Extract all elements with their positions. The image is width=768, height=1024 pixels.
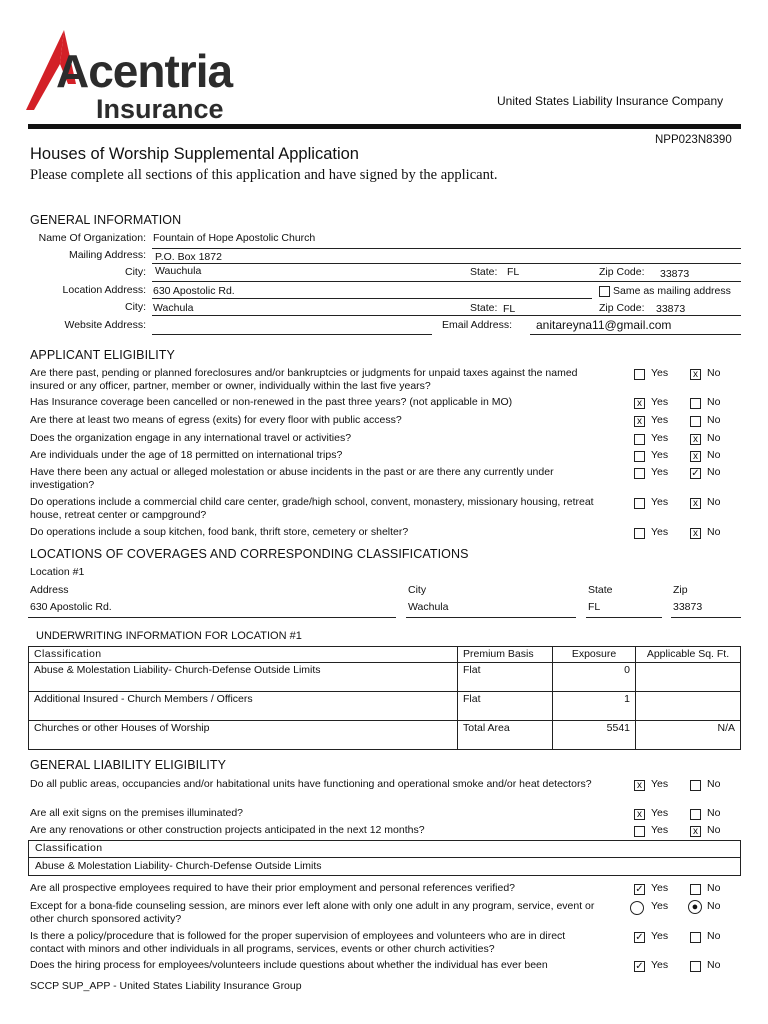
yes-checkbox[interactable]: x bbox=[634, 809, 645, 820]
same-as-mailing-label: Same as mailing address bbox=[613, 285, 731, 297]
city2-field[interactable]: Wachula bbox=[153, 302, 194, 314]
no-checkbox[interactable]: x bbox=[690, 498, 701, 509]
city-header: City bbox=[408, 584, 427, 596]
loc-underline bbox=[152, 298, 592, 299]
no-checkbox[interactable]: ✓ bbox=[691, 468, 700, 479]
mail-field[interactable]: P.O. Box 1872 bbox=[155, 251, 222, 263]
web-underline bbox=[152, 334, 432, 335]
same-as-mailing-checkbox[interactable] bbox=[599, 286, 610, 297]
no-label: No bbox=[707, 930, 721, 942]
footer-text: SCCP SUP_APP - United States Liability Insurance Group bbox=[30, 980, 302, 992]
no-checkbox[interactable] bbox=[690, 398, 701, 409]
email-label: Email Address: bbox=[442, 319, 513, 331]
city2-underline bbox=[152, 315, 741, 316]
exposure-cell[interactable]: 5541 bbox=[553, 721, 636, 750]
yes-checkbox[interactable] bbox=[634, 369, 645, 380]
question-text: Except for a bona-fide counseling session, are minors ever left alone with only one adult in any program, service, event or other church sponsored activity? bbox=[30, 900, 595, 925]
org-field[interactable]: Fountain of Hope Apostolic Church bbox=[153, 232, 316, 244]
state2-field[interactable]: FL bbox=[503, 303, 516, 315]
premium-basis-cell: Flat bbox=[458, 663, 553, 692]
table-row bbox=[29, 692, 741, 721]
no-checkbox[interactable]: x bbox=[690, 826, 701, 837]
question-text: Are individuals under the age of 18 permitted on international trips? bbox=[30, 449, 343, 461]
underwriting-table bbox=[28, 646, 741, 750]
no-label: No bbox=[707, 367, 721, 379]
yes-checkbox[interactable]: x bbox=[634, 416, 645, 427]
table-header-row bbox=[29, 647, 741, 663]
no-checkbox[interactable]: x bbox=[690, 369, 701, 380]
zip-header: Zip bbox=[673, 584, 688, 596]
no-label: No bbox=[707, 882, 721, 894]
classification-cell: Churches or other Houses of Worship bbox=[29, 721, 458, 750]
no-label: No bbox=[707, 526, 721, 538]
email-field[interactable]: anitareyna11@gmail.com bbox=[536, 318, 672, 332]
question-text: Have there been any actual or alleged molestation or abuse incidents in the past or are there any currently under investigation? bbox=[30, 466, 554, 491]
logo-subtitle: Insurance bbox=[96, 94, 224, 124]
no-checkbox[interactable] bbox=[690, 780, 701, 791]
zip2-label: Zip Code: bbox=[599, 302, 645, 314]
question-text: Do all public areas, occupancies and/or habitational units have functioning and operational smoke and/or heat detectors? bbox=[30, 778, 592, 790]
no-checkbox[interactable]: x bbox=[690, 434, 701, 445]
yes-label: Yes bbox=[651, 930, 669, 942]
state-field[interactable]: FL bbox=[507, 266, 520, 278]
state-header: State bbox=[588, 584, 613, 596]
yes-label: Yes bbox=[651, 466, 669, 478]
no-label: No bbox=[707, 959, 721, 971]
yes-radio[interactable] bbox=[630, 901, 644, 915]
logo-wordmark: Acentria bbox=[56, 45, 233, 97]
yes-label: Yes bbox=[651, 882, 669, 894]
no-radio[interactable]: ● bbox=[688, 900, 702, 914]
state-col-underline bbox=[586, 617, 662, 618]
zip-field[interactable]: 33873 bbox=[660, 268, 690, 280]
yes-label: Yes bbox=[651, 367, 669, 379]
web-field[interactable] bbox=[153, 319, 433, 333]
yes-checkbox[interactable]: x bbox=[634, 780, 645, 791]
exposure-cell[interactable]: 0 bbox=[553, 663, 636, 692]
no-label: No bbox=[707, 900, 721, 912]
question-text: Are all exit signs on the premises illuminated? bbox=[30, 807, 244, 819]
city-underline bbox=[152, 263, 741, 264]
location-state[interactable]: FL bbox=[588, 601, 601, 613]
question-text: Do operations include a soup kitchen, food bank, thrift store, cemetery or shelter? bbox=[30, 526, 409, 538]
yes-label: Yes bbox=[651, 778, 669, 790]
zip2-field[interactable]: 33873 bbox=[656, 303, 686, 315]
loc-label: Location Address: bbox=[62, 284, 146, 296]
page-subtitle: Please complete all sections of this application and have signed by the applicant. bbox=[30, 167, 498, 183]
question-text: Are there at least two means of egress (exits) for every floor with public access? bbox=[30, 414, 402, 426]
gl-heading: GENERAL LIABILITY ELIGIBILITY bbox=[30, 758, 227, 772]
company-logo bbox=[20, 26, 242, 126]
column-header: Classification bbox=[29, 647, 458, 663]
address-header: Address bbox=[30, 584, 69, 596]
yes-label: Yes bbox=[651, 900, 669, 912]
no-label: No bbox=[707, 466, 721, 478]
table-row bbox=[29, 663, 741, 692]
zip-label: Zip Code: bbox=[599, 266, 645, 278]
question-text: Is there a policy/procedure that is followed for the proper supervision of employees and volunteers who are in direct contact with minors and other individuals in all programs, services, events or other church activities? bbox=[30, 930, 566, 955]
yes-label: Yes bbox=[651, 824, 669, 836]
city-label: City: bbox=[125, 266, 146, 278]
yes-checkbox[interactable] bbox=[634, 468, 645, 479]
yes-label: Yes bbox=[651, 526, 669, 538]
yes-label: Yes bbox=[651, 807, 669, 819]
yes-label: Yes bbox=[651, 396, 669, 408]
question-text: Does the hiring process for employees/volunteers include questions about whether the individual has ever been bbox=[30, 959, 548, 971]
classification-cell: Abuse & Molestation Liability- Church-Defense Outside Limits bbox=[29, 663, 458, 692]
classification-box bbox=[28, 840, 741, 876]
no-label: No bbox=[707, 396, 721, 408]
no-label: No bbox=[707, 496, 721, 508]
company-name: United States Liability Insurance Company bbox=[497, 94, 724, 108]
no-checkbox[interactable] bbox=[690, 884, 701, 895]
question-text: Has Insurance coverage been cancelled or non-renewed in the past three years? (not applicable in MO) bbox=[30, 396, 513, 408]
state2-label: State: bbox=[470, 302, 498, 314]
policy-number: NPP023N8390 bbox=[655, 134, 732, 146]
location-city[interactable]: Wachula bbox=[408, 601, 449, 613]
no-checkbox[interactable]: x bbox=[690, 451, 701, 462]
classification-cell: Additional Insured - Church Members / Officers bbox=[29, 692, 458, 721]
yes-checkbox[interactable]: ✓ bbox=[635, 961, 644, 972]
yes-checkbox[interactable] bbox=[634, 498, 645, 509]
sqft-cell[interactable] bbox=[636, 663, 741, 692]
premium-basis-cell: Total Area bbox=[458, 721, 553, 750]
no-label: No bbox=[707, 824, 721, 836]
header-rule bbox=[28, 124, 741, 129]
yes-checkbox[interactable]: ✓ bbox=[635, 932, 644, 943]
web-label: Website Address: bbox=[64, 319, 146, 331]
no-checkbox[interactable]: x bbox=[690, 528, 701, 539]
zip-col-underline bbox=[671, 617, 741, 618]
yes-checkbox[interactable] bbox=[634, 451, 645, 462]
question-text: Are any renovations or other construction projects anticipated in the next 12 months? bbox=[30, 824, 425, 836]
city2-label: City: bbox=[125, 301, 146, 313]
yes-label: Yes bbox=[651, 432, 669, 444]
loc-field[interactable]: 630 Apostolic Rd. bbox=[153, 285, 235, 297]
yes-checkbox[interactable] bbox=[634, 826, 645, 837]
table-row bbox=[29, 721, 741, 750]
classification-value: Abuse & Molestation Liability- Church-Defense Outside Limits bbox=[35, 860, 322, 872]
yes-checkbox[interactable]: x bbox=[634, 398, 645, 409]
premium-basis-cell: Flat bbox=[458, 692, 553, 721]
no-label: No bbox=[707, 414, 721, 426]
mail-label: Mailing Address: bbox=[68, 249, 146, 261]
yes-checkbox[interactable]: ✓ bbox=[635, 884, 644, 895]
city-col-underline bbox=[406, 617, 576, 618]
yes-label: Yes bbox=[651, 449, 669, 461]
yes-label: Yes bbox=[651, 959, 669, 971]
question-text: Are all prospective employees required to have their prior employment and personal references verified? bbox=[30, 882, 516, 894]
sqft-cell[interactable]: N/A bbox=[636, 721, 741, 750]
yes-checkbox[interactable] bbox=[634, 528, 645, 539]
org-label: Name Of Organization: bbox=[38, 232, 146, 244]
location-address[interactable]: 630 Apostolic Rd. bbox=[30, 601, 112, 613]
eligibility-heading: APPLICANT ELIGIBILITY bbox=[30, 348, 175, 362]
address-underline bbox=[28, 617, 396, 618]
no-label: No bbox=[707, 807, 721, 819]
no-checkbox[interactable] bbox=[690, 932, 701, 943]
no-checkbox[interactable] bbox=[690, 416, 701, 427]
location-number: Location #1 bbox=[30, 566, 85, 578]
yes-label: Yes bbox=[651, 414, 669, 426]
no-checkbox[interactable] bbox=[690, 809, 701, 820]
column-header: Premium Basis bbox=[458, 647, 553, 663]
no-label: No bbox=[707, 432, 721, 444]
question-text: Are there past, pending or planned foreclosures and/or bankruptcies or judgments for unpaid taxes against the named insured or any officer, partner, member or owner, individually within the last five years? bbox=[30, 367, 578, 392]
mail-underline bbox=[152, 248, 741, 249]
yes-label: Yes bbox=[651, 496, 669, 508]
question-text: Does the organization engage in any international travel or activities? bbox=[30, 432, 352, 444]
no-label: No bbox=[707, 449, 721, 461]
location-zip[interactable]: 33873 bbox=[673, 601, 703, 613]
classification-header: Classification bbox=[35, 842, 103, 854]
yes-checkbox[interactable] bbox=[634, 434, 645, 445]
city-field[interactable]: Wauchula bbox=[155, 265, 202, 277]
locations-heading: LOCATIONS OF COVERAGES AND CORRESPONDING CLASSIFICATIONS bbox=[30, 547, 469, 561]
general-info-heading: GENERAL INFORMATION bbox=[30, 213, 182, 227]
page-title: Houses of Worship Supplemental Application bbox=[30, 145, 359, 163]
classification-divider bbox=[29, 857, 740, 858]
no-checkbox[interactable] bbox=[690, 961, 701, 972]
exposure-cell[interactable]: 1 bbox=[553, 692, 636, 721]
underwriting-heading: UNDERWRITING INFORMATION FOR LOCATION #1 bbox=[36, 630, 302, 642]
column-header: Applicable Sq. Ft. bbox=[636, 647, 741, 663]
state-label: State: bbox=[470, 266, 498, 278]
column-header: Exposure bbox=[553, 647, 636, 663]
email-underline bbox=[530, 334, 741, 335]
no-label: No bbox=[707, 778, 721, 790]
question-text: Do operations include a commercial child care center, grade/high school, convent, monastery, missionary housing, retreat house, retreat center or campground? bbox=[30, 496, 594, 521]
sqft-cell[interactable] bbox=[636, 692, 741, 721]
city-bottom-line bbox=[152, 281, 741, 282]
